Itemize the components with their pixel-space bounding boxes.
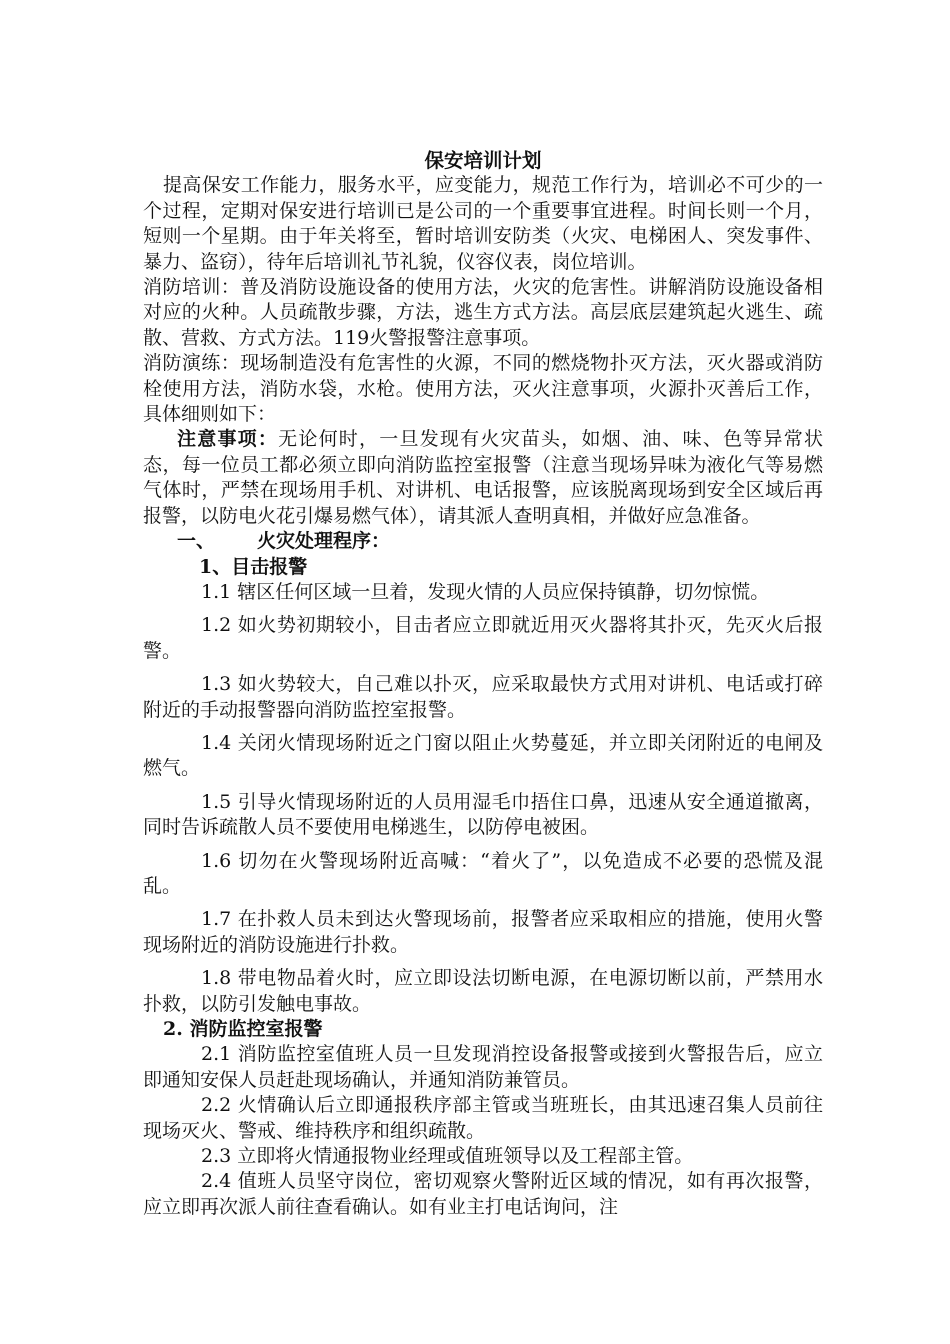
list-item: 1.6 切勿在火警现场附近高喊：“着火了”，以免造成不必要的恐慌及混乱。 (143, 849, 823, 897)
list-item: 1.8 带电物品着火时，应立即设法切断电源，在电源切断以前，严禁用水扑救，以防引发触电事故。 (143, 967, 823, 1015)
list-item: 2.2 火情确认后立即通报秩序部主管或当班班长，由其迅速召集人员前往现场灭火、警戒、维持秩序和组织疏散。 (143, 1094, 823, 1142)
list-item: 1.4 关闭火情现场附近之门窗以阻止火势蔓延，并立即关闭附近的电闸及燃气。 (143, 731, 823, 780)
list-item: 2.3 立即将火情通报物业经理或值班领导以及工程部主管。 (201, 1145, 694, 1168)
document-title: 保安培训计划 (424, 149, 542, 172)
list-item: 2.4 值班人员坚守岗位，密切观察火警附近区域的情况，如有再次报警，应立即再次派人前往查看确认。如有业主打电话询问，注 (143, 1170, 823, 1218)
subsection-heading-control-room-alarm: 2. 消防监控室报警 (163, 1018, 323, 1040)
notice-label: 注意事项： (177, 428, 279, 451)
list-item: 2.1 消防监控室值班人员一旦发现消控设备报警或接到火警报告后，应立即通知安保人员赶赴现场确认，并通知消防兼管员。 (143, 1043, 823, 1091)
notice-paragraph (143, 427, 823, 529)
list-item: 1.1 辖区任何区域一旦着，发现火情的人员应保持镇静，切勿惊慌。 (201, 580, 770, 603)
fire-training-paragraph: 消防培训：普及消防设施设备的使用方法，火灾的危害性。讲解消防设施设备相对应的火种。人员疏散步骤，方法，逃生方式方法。高层底层建筑起火逃生、疏散、营救、方式方法。119火警报警注意事项。 (143, 276, 823, 349)
subsection-heading-witness-alarm: 1、目击报警 (199, 555, 308, 578)
notice-text: 无论何时，一旦发现有火灾苗头，如烟、油、味、色等异常状态，每一位员工都必须立即向消防监控室报警（注意当现场异味为液化气等易燃气体时，严禁在现场用手机、对讲机、电话报警，应该脱离现场到安全区域后再报警，以防电火花引爆易燃气体），请其派人查明真相，并做好应急准备。 (143, 428, 823, 527)
section-title: 火灾处理程序： (257, 530, 391, 553)
list-item: 1.7 在扑救人员未到达火警现场前，报警者应采取相应的措施，使用火警现场附近的消防设施进行扑救。 (143, 908, 823, 956)
section-number: 一、 (177, 530, 216, 553)
list-item: 1.3 如火势较大，自己难以扑灭，应采取最快方式用对讲机、电话或打碎附近的手动报警器向消防监控室报警。 (143, 673, 823, 721)
section-heading-fire-procedure (143, 529, 823, 554)
intro-paragraph: 提高保安工作能力，服务水平，应变能力，规范工作行为，培训必不可少的一个过程，定期对保安进行培训已是公司的一个重要事宜进程。时间长则一个月，短则一个星期。由于年关将至，暂时培训安防类（火灾、电梯困人、突发事件、暴力、盗窃），待年后培训礼节礼貌，仪容仪表，岗位培训。 (143, 174, 823, 273)
list-item: 1.2 如火势初期较小，目击者应立即就近用灭火器将其扑灭，先灭火后报警。 (143, 614, 823, 662)
fire-drill-paragraph: 消防演练：现场制造没有危害性的火源，不同的燃烧物扑灭方法，灭火器或消防栓使用方法，消防水袋，水枪。使用方法，灭火注意事项，火源扑灭善后工作，具体细则如下： (143, 352, 823, 426)
document-page (143, 148, 823, 1220)
list-item: 1.5 引导火情现场附近的人员用湿毛巾捂住口鼻，迅速从安全通道撤离，同时告诉疏散人员不要使用电梯逃生，以防停电被困。 (143, 790, 823, 839)
